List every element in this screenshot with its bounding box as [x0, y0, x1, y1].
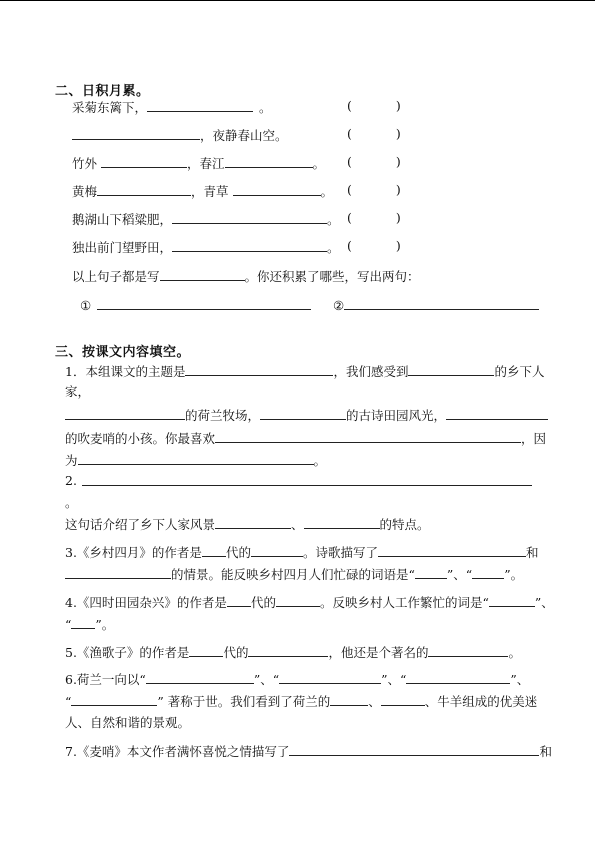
q1-text: 。	[313, 453, 327, 468]
paren-open: (	[347, 126, 352, 141]
answer-blank[interactable]	[489, 593, 535, 607]
q3-text: ”。	[504, 567, 524, 582]
answer-blank[interactable]	[260, 406, 346, 420]
q4-text: 4.《四时田园杂兴》的作者是	[65, 595, 227, 610]
q1-text: 的古诗田园风光，	[346, 408, 447, 423]
poem-line-1	[72, 98, 272, 117]
q2-text: 、	[291, 517, 304, 532]
paren-open: (	[347, 238, 352, 253]
q5-text: ，他还是个著名的	[328, 645, 429, 660]
paren-answer-2[interactable]	[347, 126, 401, 141]
q1-text: 为	[65, 453, 78, 468]
q4-text: “	[65, 617, 72, 632]
answer-blank[interactable]	[97, 296, 311, 310]
line-text: 。	[259, 100, 272, 115]
section-2-title: 二、日积月累。	[55, 84, 150, 99]
paren-open: (	[347, 182, 352, 197]
q6-line-3	[65, 714, 190, 732]
paren-open: (	[347, 210, 352, 225]
q7-line-1	[65, 742, 552, 761]
paren-close: )	[395, 182, 401, 197]
line-text: 独出前门望野田，	[72, 240, 173, 255]
q3-text: 3.《乡村四月》的作者是	[65, 545, 202, 560]
q3-text: ”、“	[446, 567, 473, 582]
top-border-line	[0, 0, 595, 1]
answer-blank[interactable]	[227, 593, 251, 607]
answer-blank[interactable]	[72, 126, 200, 140]
section-3-title: 三、按课文内容填空。	[55, 345, 191, 360]
answer-blank[interactable]	[344, 296, 539, 310]
q6-text: ” 著称于世。我们看到了荷兰的	[157, 694, 331, 709]
answer-blank[interactable]	[289, 742, 539, 756]
answer-blank[interactable]	[276, 593, 320, 607]
q5-text: 。	[508, 645, 521, 660]
answer-blank[interactable]	[146, 670, 254, 684]
q1-line-5	[65, 451, 326, 470]
line-text: ，夜静春山空。	[200, 128, 288, 143]
q3-text: 和	[525, 545, 539, 560]
answer-blank[interactable]	[185, 362, 333, 376]
q3-text: 代的	[225, 545, 251, 560]
q7-text: 和	[539, 744, 552, 759]
extra-verse-1	[80, 296, 311, 315]
q4-line-1	[65, 593, 554, 612]
q1-text: 的荷兰牧场，	[185, 408, 261, 423]
q1-text: ，因	[521, 431, 547, 446]
q3-text: 。诗歌描写了	[302, 545, 378, 560]
answer-blank[interactable]	[97, 182, 191, 196]
q6-line-1	[65, 670, 529, 689]
q4-text: ”。	[95, 617, 115, 632]
answer-blank[interactable]	[381, 692, 425, 706]
q6-text: 人、自然和谐的景观。	[65, 715, 191, 730]
q1-line-3	[65, 406, 548, 425]
q3-line-2	[65, 565, 523, 584]
paren-open: (	[347, 154, 352, 169]
answer-blank[interactable]	[65, 565, 171, 579]
answer-blank[interactable]	[406, 670, 510, 684]
answer-blank[interactable]	[160, 267, 245, 281]
summary-text: 。你还积累了哪些，写出两句：	[244, 269, 420, 284]
q2-text: 的特点。	[379, 517, 430, 532]
circled-number-2: ②	[333, 298, 345, 313]
answer-blank[interactable]	[78, 451, 314, 465]
paren-close: )	[395, 126, 401, 141]
answer-blank[interactable]	[304, 515, 380, 529]
poem-line-3	[72, 154, 325, 173]
q2-text: 这句话介绍了乡下人家风景	[65, 517, 216, 532]
q6-line-2	[65, 692, 537, 711]
answer-blank[interactable]	[65, 406, 185, 420]
q2-number: 2.	[65, 473, 77, 488]
q6-text: ”、“	[253, 672, 280, 687]
q7-text: 7.《麦哨》本文作者满怀喜悦之情描写了	[65, 744, 290, 759]
extra-verse-2	[333, 296, 539, 315]
poem-line-4	[72, 182, 333, 201]
q5-text: 代的	[223, 645, 249, 660]
paren-open: (	[347, 98, 352, 113]
answer-blank[interactable]	[428, 643, 508, 657]
q1-line-2	[65, 383, 90, 401]
q2-line-2	[65, 494, 78, 512]
answer-blank[interactable]	[202, 543, 226, 557]
q1-text: 的吹麦哨的小孩。你最喜欢	[65, 431, 216, 446]
paren-close: )	[395, 154, 401, 169]
q4-text: ”、	[534, 595, 554, 610]
answer-blank[interactable]	[248, 643, 328, 657]
q3-text: 的情景。能反映乡村四月人们忙碌的词语是“	[171, 567, 415, 582]
poem-line-2	[72, 126, 288, 145]
summary-text: 以上句子都是写	[72, 269, 160, 284]
q1-text: 1．本组课文的主题是	[65, 364, 186, 379]
answer-blank[interactable]	[147, 98, 253, 112]
answer-blank[interactable]	[172, 210, 327, 224]
answer-blank[interactable]	[101, 154, 187, 168]
q4-text: 。反映乡村人工作繁忙的词是“	[319, 595, 489, 610]
q2-text: 。	[65, 495, 78, 510]
paren-answer-1[interactable]	[347, 98, 401, 113]
answer-blank[interactable]	[172, 238, 327, 252]
line-text: 黄梅	[72, 184, 98, 199]
poem-line-5	[72, 210, 340, 229]
answer-blank[interactable]	[215, 515, 291, 529]
q3-line-1	[65, 543, 538, 562]
circled-number-1: ①	[80, 298, 92, 313]
line-text: 。	[312, 156, 326, 171]
answer-blank[interactable]	[446, 406, 548, 420]
line-text: 采菊东篱下，	[72, 100, 148, 115]
answer-blank[interactable]	[330, 692, 368, 706]
paren-close: )	[395, 210, 401, 225]
answer-blank[interactable]	[472, 565, 504, 579]
summary-line	[72, 267, 420, 286]
answer-blank[interactable]	[189, 643, 223, 657]
paren-answer-4[interactable]	[347, 182, 401, 197]
q6-text: 、	[368, 694, 381, 709]
q4-line-2	[65, 615, 114, 634]
answer-blank[interactable]	[215, 429, 521, 443]
line-text: 。	[320, 184, 334, 199]
line-text: 鹅湖山下稻粱肥，	[72, 212, 173, 227]
q2-line-3	[65, 515, 430, 534]
q1-line-1	[65, 362, 545, 381]
poem-line-6	[72, 238, 340, 257]
q5-text: 5.《渔歌子》的作者是	[65, 645, 190, 660]
q1-text: 家，	[65, 384, 91, 399]
q6-text: ”、	[510, 672, 530, 687]
answer-blank[interactable]	[279, 670, 381, 684]
q1-text: 的乡下人	[494, 364, 545, 379]
paren-close: )	[395, 238, 401, 253]
q1-text: ，我们感受到	[333, 364, 409, 379]
q4-text: 代的	[250, 595, 276, 610]
paren-close: )	[395, 98, 401, 113]
paren-answer-3[interactable]	[347, 154, 401, 169]
q6-text: ”、“	[381, 672, 407, 687]
answer-blank[interactable]	[225, 154, 313, 168]
q6-text: “	[65, 694, 72, 709]
line-text: 。	[327, 212, 340, 227]
answer-blank[interactable]	[71, 692, 157, 706]
q1-line-4	[65, 429, 546, 448]
q2-answer-line[interactable]	[82, 485, 532, 486]
answer-blank[interactable]	[233, 182, 321, 196]
paren-answer-6[interactable]	[347, 238, 401, 253]
q6-text: 、牛羊组成的优美迷	[424, 694, 538, 709]
q2-line-1	[65, 472, 77, 490]
answer-blank[interactable]	[71, 615, 95, 629]
line-text: 。	[327, 240, 340, 255]
q6-text: 6.荷兰一向以“	[65, 672, 146, 687]
answer-blank[interactable]	[415, 565, 447, 579]
answer-blank[interactable]	[251, 543, 303, 557]
line-text: 竹外	[72, 156, 101, 171]
answer-blank[interactable]	[378, 543, 526, 557]
line-text: ，青草	[191, 184, 233, 199]
line-text: ，春江	[186, 156, 225, 171]
q5-line-1	[65, 643, 521, 662]
paren-answer-5[interactable]	[347, 210, 401, 225]
answer-blank[interactable]	[408, 362, 494, 376]
